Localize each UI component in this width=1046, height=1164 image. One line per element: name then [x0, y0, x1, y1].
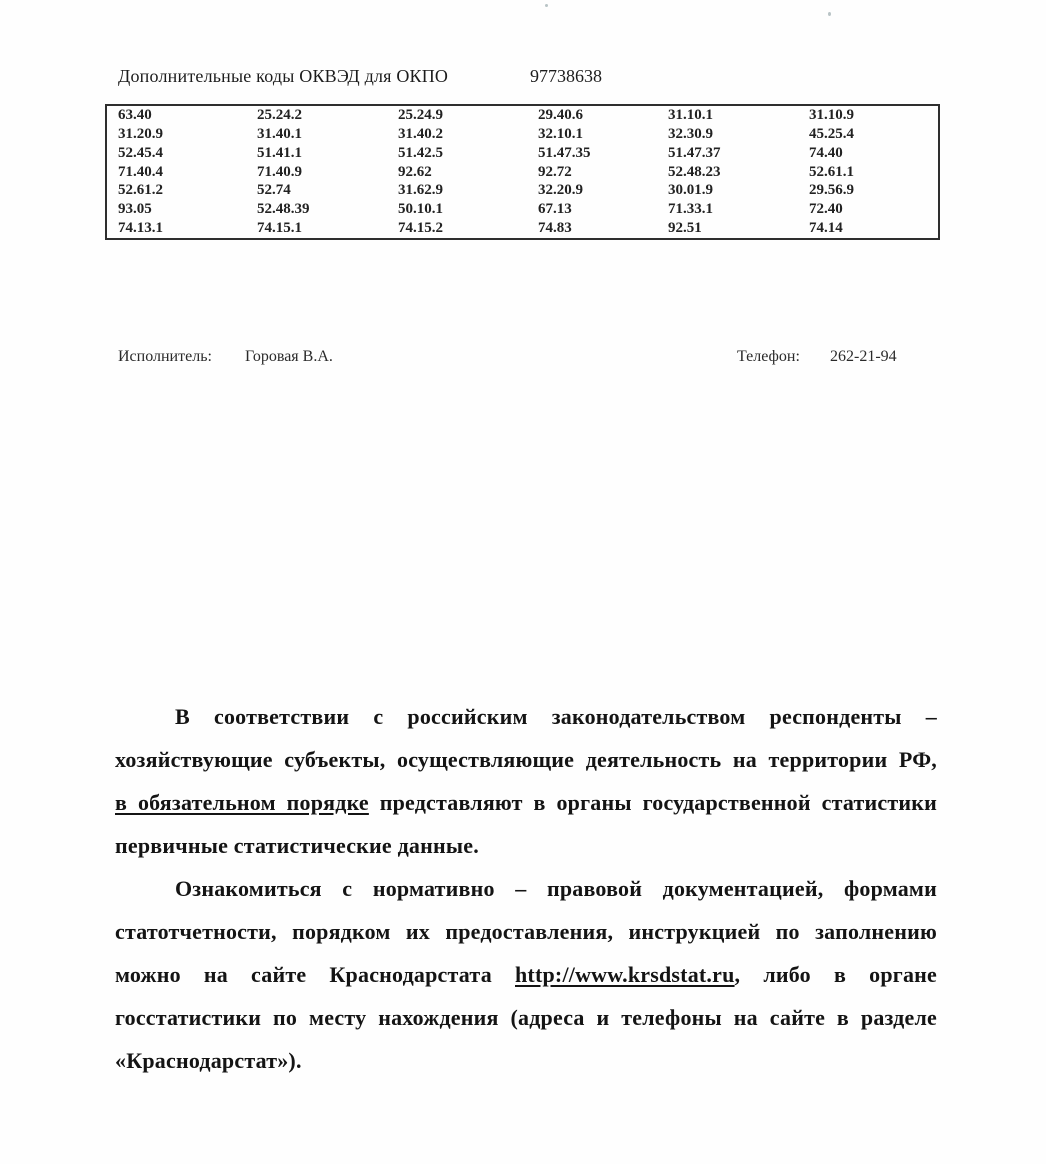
body-text-line: [115, 996, 937, 1039]
body-text-line: [115, 910, 937, 953]
phone-number: 262-21-94: [830, 348, 897, 365]
okved-code-cell: 51.41.1: [257, 144, 302, 161]
text-segment: статотчетности, порядком их предоставления, инструкцией по заполнению: [115, 919, 937, 944]
body-text-line: [115, 953, 937, 996]
okved-table-body: [106, 105, 939, 239]
okved-code-cell: 92.62: [398, 163, 432, 180]
okved-table-row: [106, 181, 939, 200]
text-segment: представляют в органы государственной статистики: [368, 790, 937, 815]
okved-code-cell: 74.40: [809, 144, 843, 161]
okved-code-cell: 32.20.9: [538, 182, 583, 199]
text-segment: первичные статистические данные.: [115, 833, 479, 858]
okved-code-cell: 32.10.1: [538, 125, 583, 142]
phone-label: Телефон:: [737, 348, 800, 365]
okved-code-cell: 25.24.9: [398, 106, 443, 123]
okved-code-cell: 31.10.1: [668, 106, 713, 123]
body-text-line: [115, 1039, 937, 1082]
okved-code-cell: 52.61.2: [118, 182, 163, 199]
okved-code-cell: 50.10.1: [398, 201, 443, 218]
okved-code-cell: 71.40.4: [118, 163, 163, 180]
okved-code-cell: 74.83: [538, 220, 572, 237]
body-text-line: [115, 738, 937, 781]
text-segment: «Краснодарстат»).: [115, 1048, 302, 1073]
okved-code-cell: 71.33.1: [668, 201, 713, 218]
okved-code-cell: 92.51: [668, 220, 702, 237]
okved-code-cell: 30.01.9: [668, 182, 713, 199]
scan-speck: [545, 4, 548, 7]
body-text-line: [115, 824, 937, 867]
okved-code-cell: 63.40: [118, 106, 152, 123]
underlined-text: http://www.krsdstat.ru: [515, 962, 735, 987]
okved-table-row: [106, 200, 939, 219]
okved-code-cell: 31.40.1: [257, 125, 302, 142]
document-title: Дополнительные коды ОКВЭД для ОКПО: [118, 66, 449, 86]
okved-code-cell: 72.40: [809, 201, 843, 218]
text-segment: Ознакомиться с нормативно – правовой документацией, формами: [175, 876, 937, 901]
okved-code-cell: 31.40.2: [398, 125, 443, 142]
body-text-line: [115, 867, 937, 910]
okved-codes-table: [105, 104, 940, 240]
okved-code-cell: 45.25.4: [809, 125, 854, 142]
okved-code-cell: 31.20.9: [118, 125, 163, 142]
okved-table-row: [106, 163, 939, 182]
underlined-text: в обязательном порядке: [115, 790, 369, 815]
okved-table-row: [106, 144, 939, 163]
okved-code-cell: 93.05: [118, 201, 152, 218]
okved-code-cell: 67.13: [538, 201, 572, 218]
okved-code-cell: 74.15.1: [257, 220, 302, 237]
body-text-line: [115, 695, 937, 738]
okved-code-cell: 52.61.1: [809, 163, 854, 180]
executor-name: Горовая В.А.: [245, 348, 333, 365]
okved-code-cell: 74.14: [809, 220, 843, 237]
okved-table-row: [106, 125, 939, 144]
executor-label: Исполнитель:: [118, 348, 212, 365]
document-header: [0, 66, 1046, 92]
text-segment: госстатистики по месту нахождения (адреса и телефоны на сайте в разделе: [115, 1005, 937, 1030]
okved-code-cell: 52.48.39: [257, 201, 310, 218]
okved-code-cell: 74.15.2: [398, 220, 443, 237]
text-segment: , либо в органе: [734, 962, 937, 987]
okved-code-cell: 29.56.9: [809, 182, 854, 199]
text-segment: хозяйствующие субъекты, осуществляющие деятельность на территории РФ,: [115, 747, 937, 772]
okved-table-row: [106, 219, 939, 239]
okved-code-cell: 32.30.9: [668, 125, 713, 142]
okved-code-cell: 31.10.9: [809, 106, 854, 123]
scan-speck: [828, 12, 831, 16]
okved-code-cell: 51.47.35: [538, 144, 591, 161]
okved-code-cell: 52.45.4: [118, 144, 163, 161]
contact-line: [0, 348, 1046, 370]
okved-code-cell: 31.62.9: [398, 182, 443, 199]
body-text-line: [115, 781, 937, 824]
okved-code-cell: 29.40.6: [538, 106, 583, 123]
okved-code-cell: 51.47.37: [668, 144, 721, 161]
okved-code-cell: 52.74: [257, 182, 291, 199]
okved-code-cell: 25.24.2: [257, 106, 302, 123]
okpo-number: 97738638: [530, 66, 602, 86]
body-text: [115, 695, 937, 1082]
text-segment: В соответствии с российским законодательством респонденты –: [175, 704, 937, 729]
okved-code-cell: 92.72: [538, 163, 572, 180]
okved-table-row: [106, 105, 939, 125]
okved-code-cell: 51.42.5: [398, 144, 443, 161]
okved-code-cell: 52.48.23: [668, 163, 721, 180]
okved-code-cell: 74.13.1: [118, 220, 163, 237]
okved-code-cell: 71.40.9: [257, 163, 302, 180]
text-segment: можно на сайте Краснодарстата: [115, 962, 515, 987]
